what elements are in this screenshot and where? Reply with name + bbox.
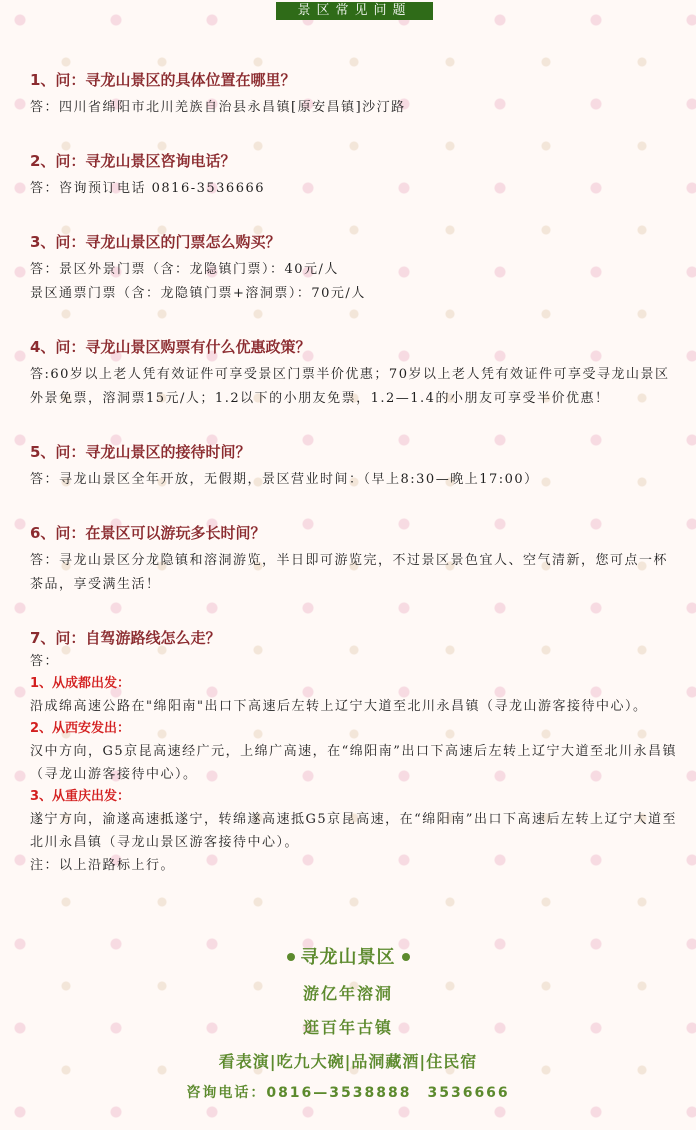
answer-3-line-2: 景区通票门票（含：龙隐镇门票+溶洞票）：70元/人 (30, 286, 366, 301)
faq-item-7 (30, 626, 678, 877)
route-label-chengdu: 1、从成都出发： (30, 676, 131, 691)
question-7: 7、问：自驾游路线怎么走？ (30, 629, 221, 647)
route-label-chongqing: 3、从重庆出发： (30, 789, 131, 804)
footer (0, 944, 696, 1104)
answer-5: 答：寻龙山景区全年开放，无假期，景区营业时间：（早上8:30—晚上17:00） (30, 472, 539, 487)
slogan-1: 游亿年溶洞 (302, 984, 393, 1003)
answer-2: 答：咨询预订电话 0816-3536666 (30, 181, 266, 196)
brand-line (0, 944, 696, 972)
question-1: 1、问：寻龙山景区的具体位置在哪里？ (30, 71, 296, 89)
faq-item-2 (30, 149, 678, 201)
faq-item-3 (30, 230, 678, 306)
faq-list (30, 68, 678, 906)
bullet-dot-icon (287, 953, 295, 961)
faq-item-6 (30, 521, 678, 597)
brand-name: 寻龙山景区 (300, 947, 396, 968)
answer-6: 答：寻龙山景区分龙隐镇和溶洞游览，半日即可游览完，不过景区景色宜人、空气清新，您可点一杯茶品，享受满生活！ (30, 553, 669, 592)
question-6: 6、问：在景区可以游玩多长时间？ (30, 524, 266, 542)
bullet-dot-icon (402, 953, 410, 961)
question-5: 5、问：寻龙山景区的接待时间？ (30, 443, 251, 461)
answer-1: 答：四川省绵阳市北川羌族自治县永昌镇[原安昌镇]沙汀路 (30, 100, 406, 115)
question-4: 4、问：寻龙山景区购票有什么优惠政策？ (30, 338, 311, 356)
page-title: 景区常见问题 (276, 2, 433, 20)
route-text-chongqing: 遂宁方向，渝遂高速抵遂宁，转绵遂高速抵G5京昆高速，在“绵阳南”出口下高速后左转上辽宁大道至北川永昌镇（寻龙山景区游客接待中心）。 (30, 812, 677, 850)
answer-3-line-1: 答：景区外景门票（含：龙隐镇门票）：40元/人 (30, 262, 339, 277)
question-3: 3、问：寻龙山景区的门票怎么购买？ (30, 233, 281, 251)
route-text-xian: 汉中方向，G5京昆高速经广元，上绵广高速，在“绵阳南”出口下高速后左转上辽宁大道至北川永昌镇（寻龙山游客接待中心）。 (30, 744, 677, 782)
faq-item-1 (30, 68, 678, 120)
route-label-xian: 2、从西安发出： (30, 721, 131, 736)
route-text-chengdu: 沿成绵高速公路在"绵阳南"出口下高速后左转上辽宁大道至北川永昌镇（寻龙山游客接待中心）。 (30, 699, 648, 714)
faq-item-4 (30, 335, 678, 411)
slogan-2: 逛百年古镇 (302, 1018, 393, 1037)
contact-phone: 咨询电话：0816—3538888 3536666 (186, 1085, 510, 1101)
answer-4: 答:60岁以上老人凭有效证件可享受景区门票半价优惠；70岁以上老人凭有效证件可享受寻龙山景区外景免票，溶洞票15元/人；1.2以下的小朋友免票，1.2—1.4的小朋友可享受半价优惠！ (30, 367, 670, 406)
slogan-3: 看表演|吃九大碗|品洞藏酒|住民宿 (218, 1052, 478, 1071)
faq-item-5 (30, 440, 678, 492)
answer-7-label: 答： (30, 654, 60, 669)
question-2: 2、问：寻龙山景区咨询电话？ (30, 152, 236, 170)
route-note: 注：以上沿路标上行。 (30, 858, 176, 873)
